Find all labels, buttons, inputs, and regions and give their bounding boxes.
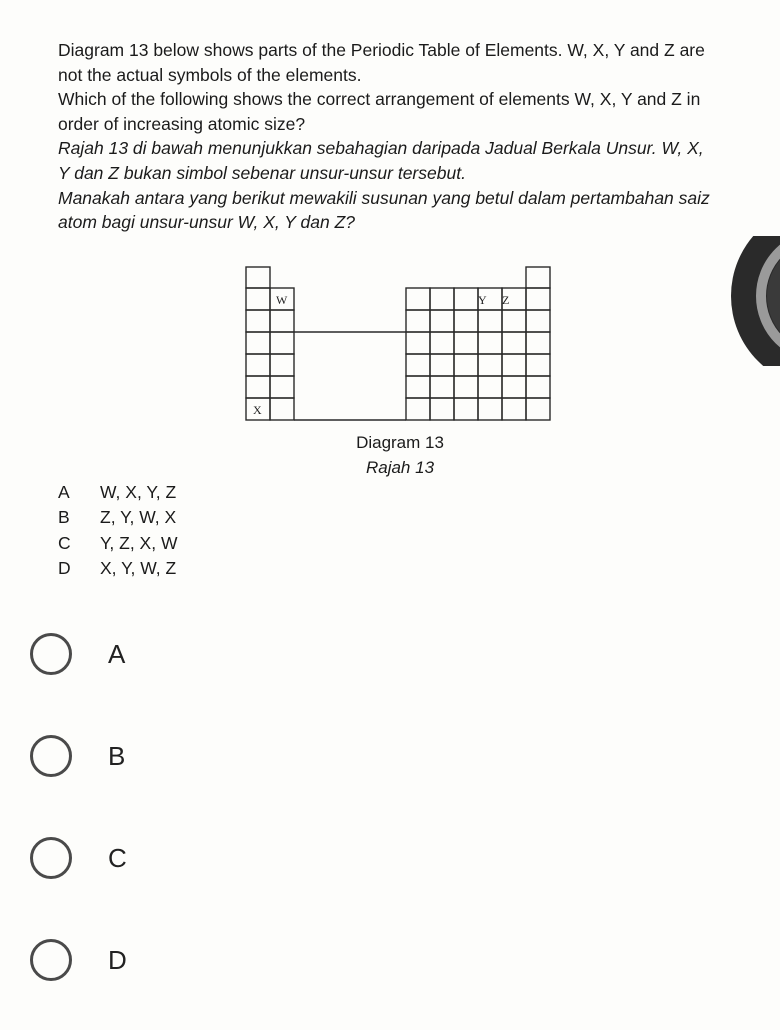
table-cell: [406, 288, 430, 310]
periodic-table-diagram: [245, 266, 565, 422]
option-row: [58, 556, 177, 581]
table-cell: [526, 288, 550, 310]
table-cell: [454, 332, 478, 354]
table-cell: [454, 288, 478, 310]
question-en-line: not the actual symbols of the elements.: [58, 64, 362, 85]
question-ms-line: Manakah antara yang berikut mewakili susunan yang betul dalam pertambahan saiz: [58, 187, 710, 208]
table-cell: [406, 310, 430, 332]
option-letter: A: [58, 482, 70, 502]
table-cell: [502, 310, 526, 332]
table-cell: [502, 398, 526, 420]
table-cell: [406, 398, 430, 420]
question-ms-line: atom bagi unsur-unsur W, X, Y dan Z?: [58, 212, 356, 233]
radio-circle-icon[interactable]: [30, 633, 72, 675]
table-cell: [478, 310, 502, 332]
option-row: [58, 480, 177, 505]
table-cell: [526, 310, 550, 332]
choice-b[interactable]: [26, 724, 127, 788]
table-cell: [454, 310, 478, 332]
option-text: X, Y, W, Z: [100, 558, 177, 579]
choice-a[interactable]: [26, 622, 127, 686]
table-cell: [526, 398, 550, 420]
table-cell: [478, 354, 502, 376]
choice-c[interactable]: [26, 826, 127, 890]
radio-circle-icon[interactable]: [30, 837, 72, 879]
table-cell: [430, 376, 454, 398]
question-en-line: order of increasing atomic size?: [58, 113, 306, 134]
choice-d[interactable]: [26, 928, 127, 992]
table-cell: [526, 332, 550, 354]
table-cell: [454, 376, 478, 398]
question-text: [58, 38, 758, 235]
element-w-label: W: [276, 293, 288, 307]
choice-label[interactable]: B: [108, 740, 126, 771]
radio-circle-icon[interactable]: [30, 939, 72, 981]
question-en-line: Diagram 13 below shows parts of the Periodic Table of Elements. W, X, Y and Z are: [58, 40, 705, 60]
table-cell: [478, 376, 502, 398]
table-cell: [478, 332, 502, 354]
option-letter: D: [58, 558, 71, 579]
table-cell: [430, 310, 454, 332]
table-cell: [406, 332, 430, 354]
table-cell: [430, 332, 454, 354]
table-cell: [526, 354, 550, 376]
table-cell: [502, 376, 526, 398]
option-text: Y, Z, X, W: [100, 532, 178, 553]
choice-label[interactable]: C: [108, 842, 127, 873]
option-text: Z, Y, W, X: [100, 507, 177, 528]
option-row: [58, 505, 177, 530]
table-cell: [502, 332, 526, 354]
question-en-line: Which of the following shows the correct arrangement of elements W, X, Y and Z in: [58, 89, 701, 110]
answer-choices: [26, 622, 127, 1030]
element-y-label: Y: [478, 293, 487, 307]
option-row: [58, 531, 177, 556]
partial-ring-icon: [728, 236, 780, 366]
element-x-label: X: [253, 403, 262, 417]
table-cell: [526, 376, 550, 398]
table-cell: [430, 288, 454, 310]
question-ms-line: Rajah 13 di bawah menunjukkan sebahagian daripada Jadual Berkala Unsur. W, X,: [58, 138, 704, 159]
table-cell: [478, 398, 502, 420]
diagram-caption-en: Diagram 13: [356, 433, 444, 452]
choice-label[interactable]: D: [108, 944, 127, 975]
diagram-caption-ms: Rajah 13: [365, 458, 435, 477]
option-text: W, X, Y, Z: [100, 482, 177, 502]
question-ms-line: Y dan Z bukan simbol sebenar unsur-unsur tersebut.: [58, 162, 466, 183]
option-letter: B: [58, 507, 70, 528]
table-cell: [430, 354, 454, 376]
answer-options-list: [58, 480, 177, 582]
element-z-label: Z: [502, 293, 510, 307]
table-cell: [406, 376, 430, 398]
option-letter: C: [58, 532, 71, 553]
table-cell: [502, 354, 526, 376]
table-cell: [430, 398, 454, 420]
table-cell: [454, 354, 478, 376]
table-cell: [454, 398, 478, 420]
table-cell: [406, 354, 430, 376]
radio-circle-icon[interactable]: [30, 735, 72, 777]
choice-label[interactable]: A: [108, 638, 126, 669]
